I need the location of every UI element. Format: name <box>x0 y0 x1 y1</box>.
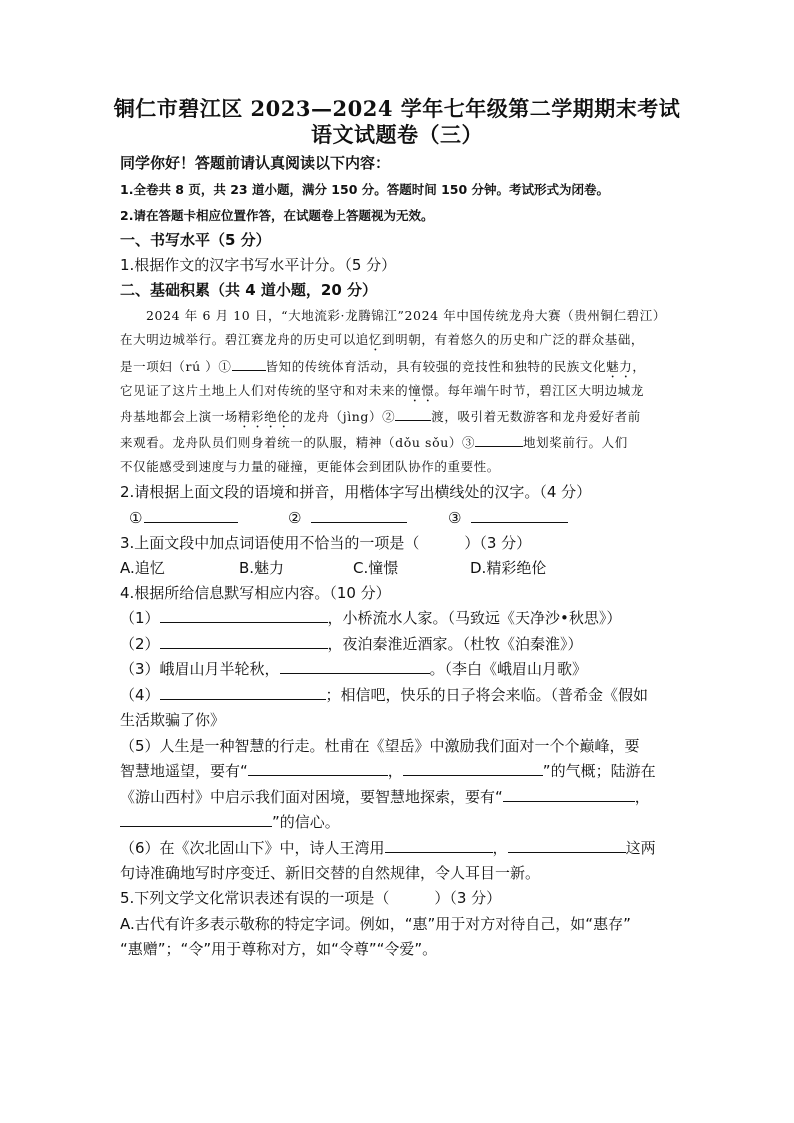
item-text: ，小桥流水人家。（马致远《天净沙•秋思》） <box>327 609 622 627</box>
passage-text: 渡，吸引着无数游客和龙舟爱好者前 <box>431 409 641 424</box>
passage-line-2 <box>120 330 644 354</box>
passage-line-5 <box>120 406 641 431</box>
item-text: 智慧地遥望，要有“ <box>120 762 248 780</box>
passage-text: 来观看。龙舟队员们则身着统一的队服，精神（dǒu sǒu）③ <box>120 435 476 450</box>
blank-marker: ② <box>288 509 302 527</box>
exam-subtitle: 语文试题卷（三） <box>311 122 483 147</box>
exam-title: 铜仁市碧江区 2023—2024 学年七年级第二学期期末考试 <box>113 96 681 121</box>
blank-3[interactable] <box>475 432 523 447</box>
q4-item-4 <box>120 684 648 705</box>
q4-item-6-line-2: 句诗准确地写时序变迁、新旧交替的自然规律，令人耳目一新。 <box>120 864 541 882</box>
q3-option-a[interactable]: A.追忆 <box>120 559 165 577</box>
passage-text: 地划桨前行。人们 <box>523 435 628 450</box>
fill-line[interactable] <box>120 812 272 827</box>
item-text: ， <box>387 762 403 780</box>
blank-marker: ③ <box>448 509 462 527</box>
question-3: 3.上面文段中加点词语使用不恰当的一项是（ ）（3 分） <box>120 534 532 552</box>
q5-option-a-line-2: “惠赠”；“令”用于尊称对方，如“令尊”“令爱”。 <box>120 940 438 958</box>
q4-item-4-continued: 生活欺骗了你》 <box>120 711 226 729</box>
dotted-word-meili: 魅力 <box>606 359 633 374</box>
question-4: 4.根据所给信息默写相应内容。（10 分） <box>120 584 391 602</box>
answer-blank-1 <box>129 508 238 527</box>
passage-line-4 <box>120 381 644 405</box>
dotted-word-zhuiyi: 忆 <box>368 332 383 347</box>
section-2-heading: 二、基础积累（共 4 道小题，20 分） <box>120 281 377 299</box>
item-text: 这两 <box>625 839 656 857</box>
fill-line[interactable] <box>160 608 328 623</box>
passage-text: 到明朝，有着悠久的历史和广泛的群众基础， <box>382 332 645 347</box>
item-text: 《游山西村》中启示我们面对困境，要智慧地探索，要有“ <box>120 788 503 806</box>
fill-line[interactable] <box>503 787 635 802</box>
item-number: （4） <box>120 686 160 704</box>
q4-item-1 <box>120 607 621 628</box>
passage-text: 的龙舟（jìng）② <box>290 409 396 424</box>
blank-2[interactable] <box>395 406 431 421</box>
answer-line-3[interactable] <box>471 508 568 523</box>
passage-line-7: 不仅能感受到速度与力量的碰撞，更能体会到团队协作的重要性。 <box>120 459 500 474</box>
item-text: 。（李白《峨眉山月歌》 <box>429 660 588 678</box>
q4-item-2 <box>120 633 583 654</box>
q4-item-6-line-1 <box>120 837 656 858</box>
question-2: 2.请根据上面文段的语境和拼音，用楷体字写出横线处的汉字。（4 分） <box>120 483 592 501</box>
q5-option-a-line-1: A.古代有许多表示敬称的特定字词。例如，“惠”用于对方对待自己，如“惠存” <box>120 915 631 933</box>
q3-option-b[interactable]: B.魅力 <box>239 559 285 577</box>
notice-item-2: 2.请在答题卡相应位置作答，在试题卷上答题视为无效。 <box>120 208 434 223</box>
blank-1[interactable] <box>232 356 266 371</box>
item-text: ， <box>492 839 508 857</box>
dotted-word-chongjing: 憧憬 <box>408 383 435 398</box>
item-number: （1） <box>120 609 160 627</box>
item-text: （3）峨眉山月半轮秋， <box>120 660 280 678</box>
passage-text: ， <box>632 359 646 374</box>
dotted-word-jingcaijuelun: 精彩绝伦 <box>237 409 291 424</box>
passage-line-1: 2024 年 6 月 10 日，“大地流彩·龙腾锦江”2024 年中国传统龙舟大赛（贵州铜仁碧江） <box>146 308 666 323</box>
passage-text: 是一项妇（rú ）① <box>120 359 232 374</box>
notice-item-1: 1.全卷共 8 页，共 23 道小题，满分 150 分。答题时间 150 分钟。考试形式为闭卷。 <box>120 182 610 197</box>
answer-line-2[interactable] <box>311 508 407 523</box>
answer-blank-2 <box>288 508 407 527</box>
section-1-heading: 一、书写水平（5 分） <box>120 231 271 249</box>
fill-line[interactable] <box>403 761 543 776</box>
passage-line-3 <box>120 356 645 381</box>
q4-item-5-line-1: （5）人生是一种智慧的行走。杜甫在《望岳》中激励我们面对一个个巅峰，要 <box>120 737 640 755</box>
fill-line[interactable] <box>280 659 430 674</box>
q4-item-5-line-4 <box>120 811 340 832</box>
item-number: （2） <box>120 635 160 653</box>
fill-line[interactable] <box>248 761 388 776</box>
question-5: 5.下列文学文化常识表述有误的一项是（ ）（3 分） <box>120 889 502 907</box>
fill-line[interactable] <box>160 634 328 649</box>
fill-line[interactable] <box>385 838 493 853</box>
question-1: 1.根据作文的汉字书写水平计分。（5 分） <box>120 256 397 274</box>
passage-text: 。每年端午时节，碧江区大明边城龙 <box>434 383 645 398</box>
passage-text: 它见证了这片土地上人们对传统的坚守和对未来的 <box>120 383 409 398</box>
q4-item-5-line-2 <box>120 760 656 781</box>
passage-text: 在大明边城举行。碧江赛龙舟的历史可以追 <box>120 332 369 347</box>
fill-line[interactable] <box>160 685 326 700</box>
blank-marker: ① <box>129 509 143 527</box>
fill-line[interactable] <box>508 838 626 853</box>
q3-option-d[interactable]: D.精彩绝伦 <box>470 559 547 577</box>
q4-item-5-line-3 <box>120 786 650 807</box>
item-text: （6）在《次北固山下》中，诗人王湾用 <box>120 839 385 857</box>
notice-greeting: 同学你好！答题前请认真阅读以下内容： <box>120 154 391 172</box>
answer-line-1[interactable] <box>144 508 238 523</box>
passage-text: 舟基地都会上演一场 <box>120 409 238 424</box>
item-text: ， <box>634 788 650 806</box>
item-text: ，夜泊秦淮近酒家。（杜牧《泊秦淮》） <box>327 635 583 653</box>
passage-line-6 <box>120 432 628 451</box>
answer-blank-3 <box>448 508 568 527</box>
q4-item-3 <box>120 658 587 679</box>
q3-option-c[interactable]: C.憧憬 <box>353 559 399 577</box>
item-text: ”的信心。 <box>272 813 340 831</box>
passage-text: 皆知的传统体育活动，具有较强的竞技性和独特的民族文化 <box>265 359 607 374</box>
item-text: ”的气概；陆游在 <box>542 762 656 780</box>
item-text: ；相信吧，快乐的日子将会来临。（普希金《假如 <box>325 686 649 704</box>
